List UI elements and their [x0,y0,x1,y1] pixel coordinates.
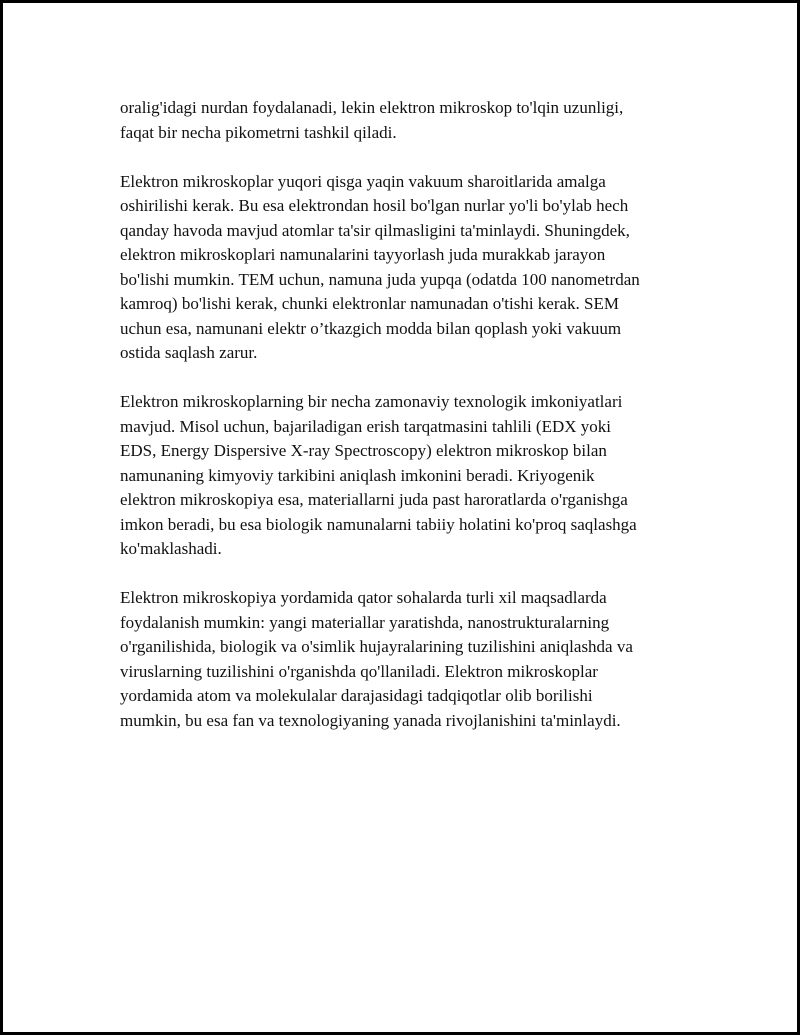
text-line: imkon beradi, bu esa biologik namunalarni tabiiy holatini ko'proq saqlashga [120,514,637,534]
paragraph-4 [120,586,700,733]
paragraph-3 [120,390,700,562]
text-line: Elektron mikroskoplar yuqori qisga yaqin vakuum sharoitlarida amalga [120,171,606,191]
text-line: uchun esa, namunani elektr o’tkazgich modda bilan qoplash yoki vakuum [120,318,622,338]
text-line: foydalanish mumkin: yangi materiallar yaratishda, nanostrukturalarning [120,612,610,632]
text-line: elektron mikroskoplari namunalarini tayyorlash juda murakkab jarayon [120,245,606,264]
text-line: ko'maklashadi. [120,539,222,558]
text-line: EDS, Energy Dispersive X-ray Spectroscopy) elektron mikroskop bilan [120,441,607,460]
paragraph-1 [120,96,700,145]
paragraph-2 [120,170,700,366]
text-line: oshirilishi kerak. Bu esa elektrondan hosil bo'lgan nurlar yo'li bo'ylab hech [120,196,629,215]
text-line: bo'lishi mumkin. TEM uchun, namuna juda yupqa (odatda 100 nanometrdan [120,269,640,289]
text-line: Elektron mikroskopiya yordamida qator sohalarda turli xil maqsadlarda [120,588,607,607]
text-line: kamroq) bo'lishi kerak, chunki elektronlar namunadan o'tishi kerak. SEM [120,294,620,313]
text-line: namunaning kimyoviy tarkibini aniqlash imkonini beradi. Kriyogenik [120,465,595,485]
text-line: mumkin, bu esa fan va texnologiyaning yanada rivojlanishini ta'minlaydi. [120,710,621,730]
text-line: mavjud. Misol uchun, bajariladigan erish tarqatmasini tahlili (EDX yoki [120,416,612,436]
text-line: yordamida atom va molekulalar darajasidagi tadqiqotlar olib borilishi [120,686,593,705]
text-line: ostida saqlash zarur. [120,343,258,362]
text-line: o'rganilishida, biologik va o'simlik hujayralarining tuzilishini aniqlashda va [120,637,633,656]
text-line: faqat bir necha pikometrni tashkil qiladi. [120,122,397,142]
text-line: Elektron mikroskoplarning bir necha zamonaviy texnologik imkoniyatlari [120,392,623,411]
text-line: viruslarning tuzilishini o'rganishda qo'llaniladi. Elektron mikroskoplar [120,661,598,681]
text-line: oralig'idagi nurdan foydalanadi, lekin elektron mikroskop to'lqin uzunligi, [120,98,624,117]
text-line: qanday havoda mavjud atomlar ta'sir qilmasligini ta'minlaydi. Shuningdek, [120,220,630,240]
text-line: elektron mikroskopiya esa, materiallarni juda past haroratlarda o'rganishga [120,490,628,509]
document-body [120,96,700,758]
